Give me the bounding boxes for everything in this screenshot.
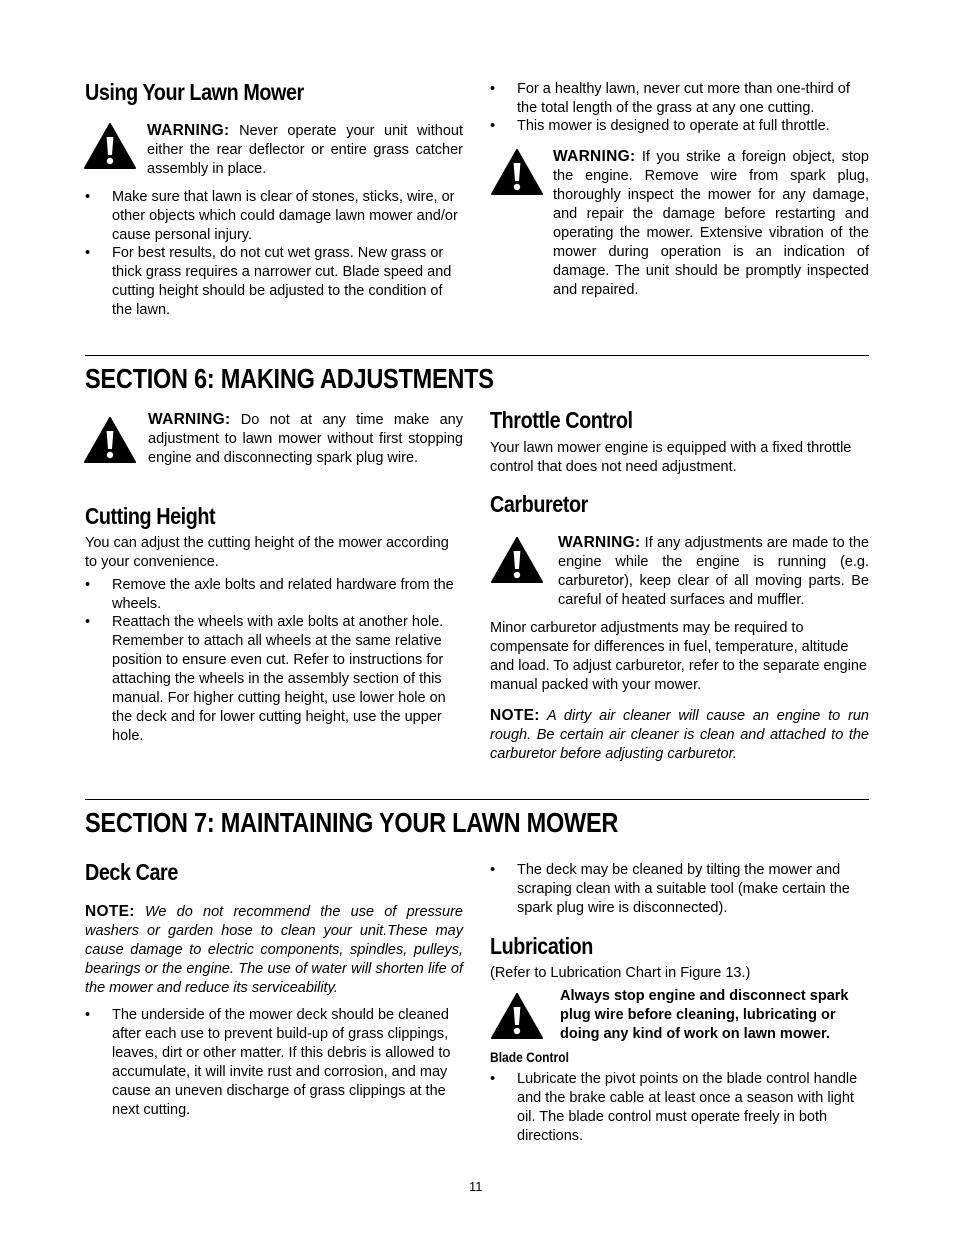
lubrication-heading: Lubrication <box>490 933 593 959</box>
list-item: • This mower is designed to operate at full throttle. <box>490 118 830 134</box>
warning-label: WARNING: <box>147 122 230 139</box>
warning-icon <box>490 992 544 1040</box>
list-item: • For a healthy lawn, never cut more than one-third of the total length of the grass at any one cutting. <box>490 81 850 116</box>
warning-icon <box>83 416 137 464</box>
note-text: We do not recommend the use of pressure washers or garden hose to clean your unit.These may cause damage to electric components, spindles, pulleys, bearings or the engine. The use of water will shorten life of the mower and reduce its serviceability. <box>85 904 463 996</box>
warning-icon <box>490 536 544 584</box>
list-item: • Lubricate the pivot points on the blade control handle and the brake cable at least once a season with light oil. The blade control must operate freely in both directions. <box>490 1071 858 1144</box>
warning-label: WARNING: <box>558 534 641 551</box>
warning-icon <box>83 122 137 170</box>
list-item: • Remove the axle bolts and related hardware from the wheels. <box>85 577 454 612</box>
warning-icon <box>490 148 544 196</box>
using-heading: Using Your Lawn Mower <box>85 79 304 105</box>
list-item: • Make sure that lawn is clear of stones, sticks, wire, or other objects which could damage lawn mower and/or cause personal injury. <box>85 189 458 243</box>
note-text: A dirty air cleaner will cause an engine to run rough. Be certain air cleaner is clean and attached to the carburetor before adjusting carburetor. <box>490 708 869 762</box>
warning-text: If any adjustments are made to the engine while the engine is running (e.g. carburetor), keep clear of all moving parts. Be careful of heated surfaces and muffler. <box>558 535 869 608</box>
section-divider <box>85 799 869 800</box>
note-label: NOTE: <box>85 903 135 920</box>
warning-text: If you strike a foreign object, stop the engine. Remove wire from spark plug, thoroughly inspect the mower for any damage, and repair the damage before restarting and operating the mower. Extensive vibration of the mower during operation is an indication of damage. The unit should be promptly inspected and repaired. <box>553 149 869 298</box>
throttle-text: Your lawn mower engine is equipped with a fixed throttle control that does not need adjustment. <box>490 440 852 475</box>
strike-warning <box>553 147 869 300</box>
carburetor-heading: Carburetor <box>490 491 588 517</box>
carburetor-note <box>490 706 869 764</box>
deck-note <box>85 902 463 998</box>
adjust-warning <box>148 410 463 468</box>
page-number: 11 <box>469 1179 483 1194</box>
list-item: • The underside of the mower deck should be cleaned after each use to prevent build-up of grass clippings, leaves, dirt or other matter. If this debris is allowed to accumulate, it will invite rust and corrosion, and may cause an uneven discharge of grass clippings at the next cutting. <box>85 1007 451 1118</box>
carburetor-text: Minor carburetor adjustments may be required to compensate for differences in fuel, temperature, altitude and load. To adjust carburetor, refer to the separate engine manual packed with your mower. <box>490 620 867 693</box>
lubrication-ref: (Refer to Lubrication Chart in Figure 13.) <box>490 965 751 981</box>
carburetor-warning <box>558 533 869 610</box>
blade-control-heading: Blade Control <box>490 1049 569 1065</box>
cutting-intro: You can adjust the cutting height of the mower according to your convenience. <box>85 535 449 570</box>
throttle-heading: Throttle Control <box>490 407 633 433</box>
warning-label: WARNING: <box>553 148 636 165</box>
warning-label: WARNING: <box>148 411 231 428</box>
cutting-height-heading: Cutting Height <box>85 503 216 529</box>
using-warning <box>147 121 463 179</box>
section-divider <box>85 355 869 356</box>
warning-text: Never operate your unit without either the rear deflector or entire grass catcher assembly in place. <box>147 123 463 177</box>
section6-title: SECTION 6: MAKING ADJUSTMENTS <box>85 363 494 394</box>
note-label: NOTE: <box>490 707 540 724</box>
list-item: • For best results, do not cut wet grass. New grass or thick grass requires a narrower cut. Blade speed and cutting height should be adjusted to the condition of the lawn. <box>85 245 452 318</box>
deck-care-heading: Deck Care <box>85 859 178 885</box>
section7-title: SECTION 7: MAINTAINING YOUR LAWN MOWER <box>85 807 619 838</box>
list-item: • Reattach the wheels with axle bolts at another hole. Remember to attach all wheels at the same relative position to ensure even cut. Refer to instructions for attaching the wheels in the assembly section of this manual. For higher cutting height, use lower hole on the deck and for lower cutting height, use the upper hole. <box>85 614 446 744</box>
lubrication-warning: Always stop engine and disconnect spark plug wire before cleaning, lubricating or doing any kind of work on lawn mower. <box>560 988 849 1042</box>
list-item: • The deck may be cleaned by tilting the mower and scraping clean with a suitable tool (make certain the spark plug wire is disconnected). <box>490 862 850 916</box>
warning-text: Do not at any time make any adjustment to lawn mower without first stopping engine and disconnecting spark plug wire. <box>148 412 463 466</box>
